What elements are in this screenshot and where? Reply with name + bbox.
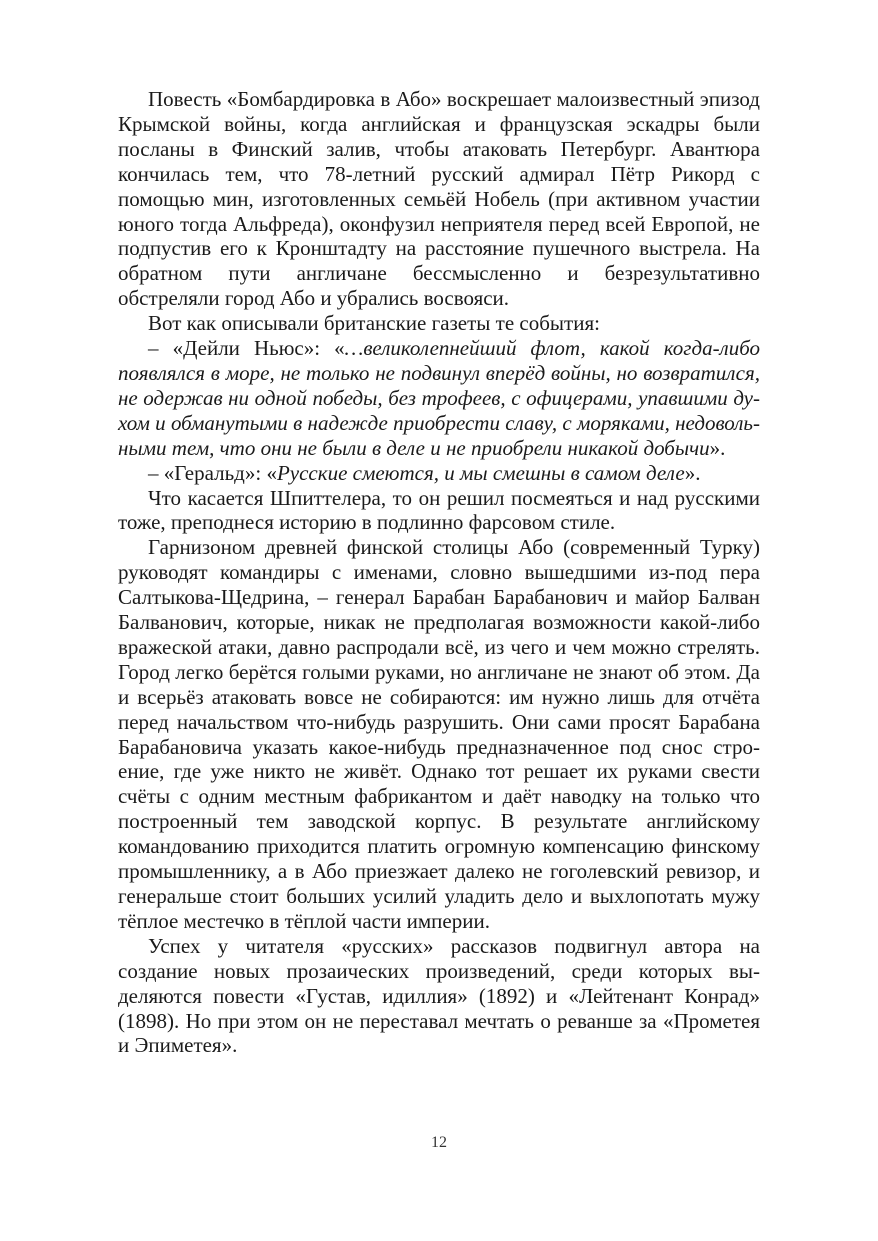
quote-herald-source: – «Геральд»: « xyxy=(148,460,277,485)
body-text xyxy=(118,87,760,1058)
page-number: 12 xyxy=(431,1134,447,1151)
quote-herald-text: Русские смеются, и мы смешны в самом деле xyxy=(276,460,685,485)
paragraph-success: Успех у читателя «русских» рассказов подвигнул автора на создание новых прозаических произведений, среди которых выделяются повести «Густав, идиллия» (1892) и «Лейтенант Конрад» (1898). Но при этом он не переставал мечтать о реванше за «Прометея и Эпиметея». xyxy=(118,933,760,1058)
paragraph-bombardment-intro: Повесть «Бомбардировка в Або» воскрешает малоизвестный эпизод Крымской войны, когда английская и французская эскадры были посланы в Финский залив, чтобы атаковать Петербург. Авантюра кончилась тем, что 78-летний русский адмирал Пётр Рикорд с помощью мин, изготовленных семьёй Нобель (при активном участии юного тогда Альфреда), оконфузил неприятеля перед всей Европой, не подпустив его к Кронштадту на расстояние пушечного выстрела. На обратном пути англичане бессмысленно и безрезультативно обстреляли город Або и убрались восвояси. xyxy=(118,87,760,311)
quote-daily-news-text: …великолепнейший флот, какой когда-либо появлялся в море, не только не подвинул вперёд войны, но возвратился, не одержав ни одной победы, без трофеев, с офицерами, упавшими духом и обманутыми в надежде приобрести славу, с моряками, недовольными тем, что они не были в деле и не приобрели никакой добычи xyxy=(118,336,760,460)
quote-daily-news-source: – «Дейли Ньюс»: « xyxy=(148,336,345,361)
paragraph-newspapers-intro: Вот как описывали британские газеты те события: xyxy=(148,311,600,336)
quote-daily-news xyxy=(118,336,760,461)
quote-herald-close: ». xyxy=(684,460,701,485)
paragraph-spitteler: Что касается Шпиттелера, то он решил посмеяться и над русскими тоже, преподнеся историю в подлинно фарсовом стиле. xyxy=(118,485,760,535)
paragraph-garrison-plot: Гарнизоном древней финской столицы Або (современный Турку) руководят командиры с именами, словно вышедшими из-под пера Салтыкова-Щедрина, – генерал Барабан Барабанович и майор Балван Балванович, которые, никак не предполагая возможности какой-либо вражеской атаки, давно распродали всё, из чего и чем можно стрелять. Город легко берётся голыми руками, но англичане не знают об этом. Да и всерьёз атаковать вовсе не собираются: им нужно лишь для отчёта перед начальством что-нибудь разрушить. Они сами просят Барабана Барабановича указать какое-нибудь предназначенное под снос строение, где уже никто не живёт. Однако тот решает их руками свести счёты с одним местным фабрикантом и даёт наводку на только что построенный тем заводской корпус. В результате английскому командованию приходится платить огромную компенсацию финскому промышленнику, а в Або приезжает далеко не гоголевский ревизор, и генеральше стоит больших усилий уладить дело и выхлопотать мужу тёплое местечко в тёплой части империи. xyxy=(118,535,760,933)
quote-herald xyxy=(118,461,760,486)
quote-daily-news-close: ». xyxy=(709,435,726,460)
